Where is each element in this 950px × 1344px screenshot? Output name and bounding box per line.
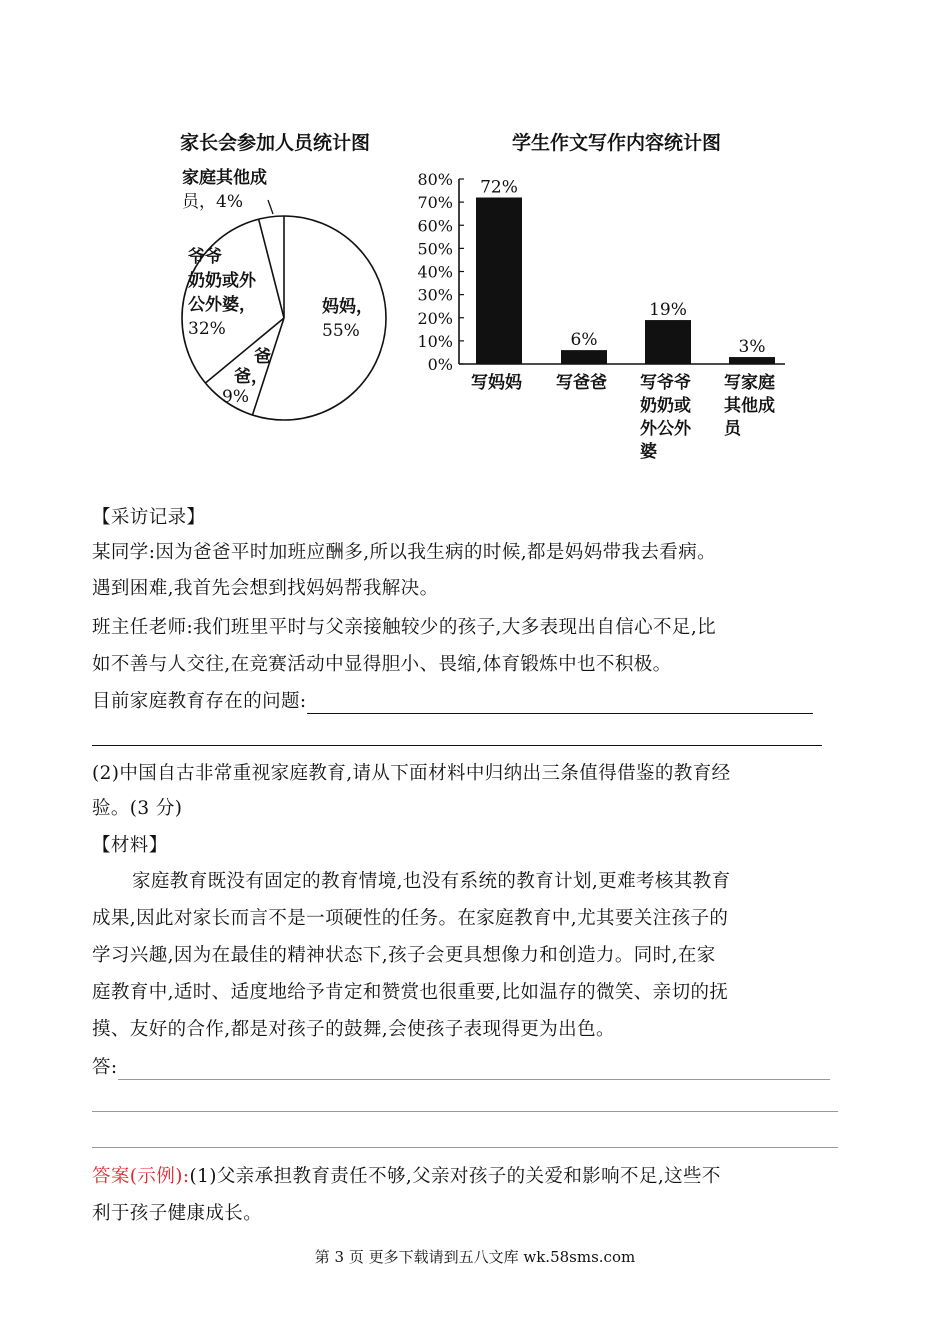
category-label-4-line-1: 写家庭 [724, 373, 775, 393]
answer-blank-3[interactable] [92, 1147, 838, 1148]
q2-line-1: (2)中国自古非常重视家庭教育,请从下面材料中归纳出三条值得借鉴的教育经 [92, 763, 731, 784]
pie-label-3-line-1: 爷爷 [188, 247, 222, 267]
answer-question [92, 1056, 830, 1080]
answer-blank-1[interactable] [118, 1059, 830, 1080]
y-tick-label: 30% [417, 285, 453, 305]
material-line-4: 庭教育中,适时、适度地给予肯定和赞赏也很重要,比如温存的微笑、亲切的抚 [92, 982, 729, 1003]
y-tick-label: 40% [417, 262, 453, 282]
category-label-1-line-1: 写妈妈 [471, 373, 522, 393]
category-label-4-line-2: 其他成 [724, 396, 775, 416]
bar-chart-title: 学生作文写作内容统计图 [512, 132, 722, 154]
bar-4 [729, 357, 775, 364]
pie-label-3-line-2: 奶奶或外 [188, 271, 256, 291]
category-label-3-line-2: 奶奶或 [640, 396, 691, 416]
pie-label-3-line-4: 32% [188, 319, 226, 339]
student-quote-line-2: 遇到困难,我首先会想到找妈妈帮我解决。 [92, 578, 439, 599]
category-label-2-line-1: 写爸爸 [556, 373, 607, 393]
material-line-3: 学习兴趣,因为在最佳的精神状态下,孩子会更具想像力和创造力。同时,在家 [92, 945, 716, 966]
pie-label-4-line-1: 家庭其他成 [182, 168, 267, 188]
bar-value-label-4: 3% [738, 337, 766, 358]
pie-leader-line [268, 200, 273, 214]
pie-slice-4-edge [259, 219, 284, 318]
bar-value-label-1: 72% [480, 177, 518, 198]
category-label-3-line-1: 写爷爷 [640, 373, 691, 393]
page-footer: 第 3 页 更多下载请到五八文库 wk.58sms.com [314, 1248, 636, 1266]
teacher-quote-line-1: 班主任老师:我们班里平时与父亲接触较少的孩子,大多表现出自信心不足,比 [92, 617, 716, 638]
material-heading: 【材料】 [92, 835, 168, 856]
answer-blank-line[interactable] [92, 745, 822, 746]
bar-chart [417, 170, 785, 462]
answer-prompt: 答: [92, 1057, 118, 1078]
pie-label-3-line-3: 公外婆， [188, 295, 256, 315]
bar-2 [561, 350, 607, 364]
bar-1 [476, 198, 522, 365]
answer-example-line-1 [92, 1165, 721, 1189]
bar-value-label-3: 19% [649, 300, 687, 321]
y-tick-label: 10% [417, 331, 453, 351]
bar-3 [645, 320, 691, 364]
pie-label-2-line-2: 爸， [234, 367, 268, 387]
material-line-1: 家庭教育既没有固定的教育情境,也没有系统的教育计划,更难考核其教育 [132, 871, 731, 892]
material-line-2: 成果,因此对家长而言不是一项硬性的任务。在家庭教育中,尤其要关注孩子的 [92, 908, 729, 929]
problem-question [92, 690, 813, 714]
category-label-4-line-3: 员 [724, 419, 741, 439]
y-tick-label: 0% [427, 355, 453, 374]
category-label-3-line-3: 外公外 [640, 419, 691, 439]
pie-label-1-line-1: 妈妈， [322, 297, 373, 317]
q2-line-2: 验。(3 分) [92, 798, 183, 819]
pie-chart [182, 167, 386, 420]
interview-heading: 【采访记录】 [92, 507, 206, 528]
answer-example-line-2: 利于孩子健康成长。 [92, 1203, 263, 1224]
y-tick-label: 50% [417, 239, 453, 259]
problem-answer-blank[interactable] [307, 693, 813, 714]
pie-chart-title: 家长会参加人员统计图 [180, 132, 371, 154]
bar-value-label-2: 6% [570, 330, 598, 351]
pie-label-2-line-1: 爸 [254, 347, 271, 367]
material-line-5: 摸、友好的合作,都是对孩子的鼓舞,会使孩子表现得更为出色。 [92, 1019, 615, 1040]
pie-label-1-line-2: 55% [322, 321, 360, 341]
teacher-quote-line-2: 如不善与人交往,在竞赛活动中显得胆小、畏缩,体育锻炼中也不积极。 [92, 654, 672, 675]
answer-text-1: (1)父亲承担教育责任不够,父亲对孩子的关爱和影响不足,这些不 [189, 1166, 721, 1187]
pie-label-2-line-3: 9% [222, 387, 249, 407]
y-tick-label: 60% [417, 216, 453, 236]
y-tick-label: 20% [417, 308, 453, 328]
answer-label: 答案(示例): [92, 1166, 190, 1187]
charts-area [0, 0, 950, 480]
answer-blank-2[interactable] [92, 1111, 838, 1112]
y-tick-label: 70% [417, 193, 453, 213]
category-label-3-line-4: 婆 [640, 442, 657, 462]
y-tick-label: 80% [417, 170, 453, 189]
student-quote-line-1: 某同学:因为爸爸平时加班应酬多,所以我生病的时候,都是妈妈带我去看病。 [92, 542, 716, 563]
problem-prompt: 目前家庭教育存在的问题: [92, 691, 307, 712]
pie-label-4-line-2: 员，4% [182, 192, 243, 212]
